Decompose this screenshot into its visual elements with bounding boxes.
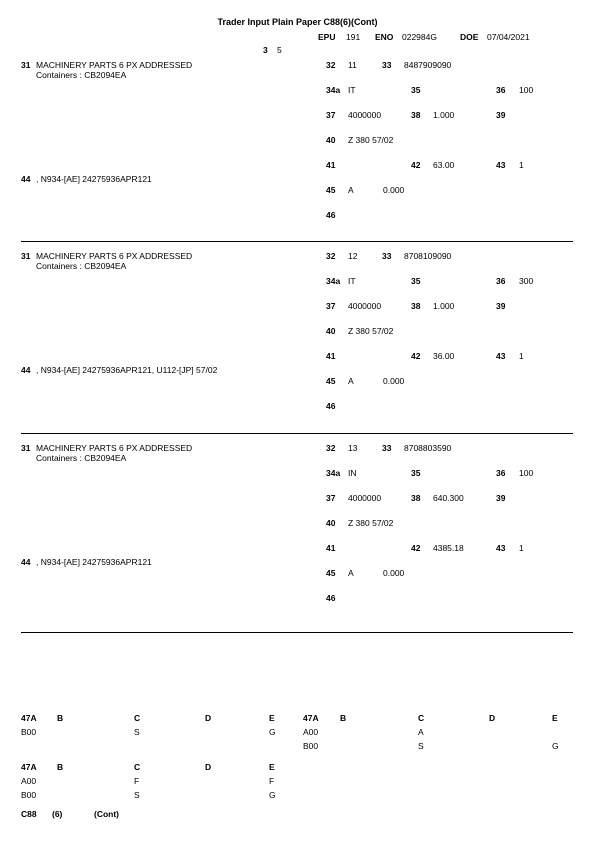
section-divider xyxy=(21,632,573,633)
box44-value: , N934-[AE] 24275936APR121 xyxy=(36,174,152,184)
box47-header-tax-type: 47A xyxy=(303,713,319,723)
box32-label: 32 xyxy=(326,443,336,453)
box34a-label: 34a xyxy=(326,85,341,95)
box47-header-tax-base: B xyxy=(340,713,347,723)
previous-document: Z 380 57/02 xyxy=(348,518,394,528)
box45-label: 45 xyxy=(326,568,336,578)
procedure-code: 4000000 xyxy=(348,301,382,311)
box38-label: 38 xyxy=(411,110,421,120)
footer-cont: (Cont) xyxy=(94,809,120,819)
net-mass: 1.000 xyxy=(433,110,455,120)
box47-cell-tax-type: B00 xyxy=(303,741,319,751)
doe-value: 07/04/2021 xyxy=(487,32,530,42)
item-divider xyxy=(21,241,573,242)
box40-label: 40 xyxy=(326,518,336,528)
box47-cell-tax-type: A00 xyxy=(303,727,319,737)
box34a-label: 34a xyxy=(326,276,341,286)
epu-label: EPU xyxy=(318,32,336,42)
box44-label: 44 xyxy=(21,365,31,375)
containers-text: Containers : CB2094EA xyxy=(36,70,127,80)
box46-label: 46 xyxy=(326,401,336,411)
box32-value: 12 xyxy=(348,251,358,261)
box32-label: 32 xyxy=(326,251,336,261)
box41-label: 41 xyxy=(326,543,336,553)
box31-label: 31 xyxy=(21,443,31,453)
origin-country: IT xyxy=(348,85,356,95)
box47-cell-tax-rate: S xyxy=(134,727,140,737)
box36-value: 300 xyxy=(519,276,534,286)
adjustment-value: 0.000 xyxy=(383,376,405,386)
box43-label: 43 xyxy=(496,351,506,361)
page-value: 5 xyxy=(277,45,282,55)
box47-cell-payment-method: G xyxy=(552,741,559,751)
box47-header-tax-rate: C xyxy=(418,713,425,723)
box44-label: 44 xyxy=(21,557,31,567)
box35-label: 35 xyxy=(411,468,421,478)
box44-value: , N934-[AE] 24275936APR121 xyxy=(36,557,152,567)
procedure-code: 4000000 xyxy=(348,110,382,120)
footer-form: C88 xyxy=(21,809,37,819)
box34a-label: 34a xyxy=(326,468,341,478)
adjustment-code: A xyxy=(348,376,354,386)
goods-description: MACHINERY PARTS 6 PX ADDRESSED xyxy=(36,60,193,70)
box47-cell-tax-rate: A xyxy=(418,727,424,737)
commodity-code: 8487909090 xyxy=(404,60,452,70)
item-price: 63.00 xyxy=(433,160,455,170)
box43-label: 43 xyxy=(496,543,506,553)
box47-header-payment-method: E xyxy=(269,762,275,772)
box36-value: 100 xyxy=(519,85,534,95)
origin-country: IN xyxy=(348,468,357,478)
procedure-code: 4000000 xyxy=(348,493,382,503)
adjustment-code: A xyxy=(348,185,354,195)
valuation-method: 1 xyxy=(519,160,524,170)
box36-label: 36 xyxy=(496,85,506,95)
box47-cell-tax-type: B00 xyxy=(21,790,37,800)
valuation-method: 1 xyxy=(519,351,524,361)
commodity-code: 8708803590 xyxy=(404,443,452,453)
box44-value: , N934-[AE] 24275936APR121, U112-[JP] 57/02 xyxy=(36,365,218,375)
eno-value: 022984G xyxy=(402,32,437,42)
adjustment-value: 0.000 xyxy=(383,185,405,195)
box45-label: 45 xyxy=(326,185,336,195)
box31-label: 31 xyxy=(21,251,31,261)
eno-label: ENO xyxy=(375,32,394,42)
box31-label: 31 xyxy=(21,60,31,70)
box47-header-tax-amount: D xyxy=(205,713,212,723)
box47-cell-tax-type: A00 xyxy=(21,776,37,786)
box33-label: 33 xyxy=(382,443,392,453)
box47-header-tax-rate: C xyxy=(134,762,141,772)
containers-text: Containers : CB2094EA xyxy=(36,453,127,463)
box40-label: 40 xyxy=(326,135,336,145)
box47-header-payment-method: E xyxy=(552,713,558,723)
box42-label: 42 xyxy=(411,351,421,361)
box44-label: 44 xyxy=(21,174,31,184)
adjustment-code: A xyxy=(348,568,354,578)
box37-label: 37 xyxy=(326,493,336,503)
item-price: 4385.18 xyxy=(433,543,464,553)
box42-label: 42 xyxy=(411,160,421,170)
box46-label: 46 xyxy=(326,593,336,603)
box37-label: 37 xyxy=(326,110,336,120)
box38-label: 38 xyxy=(411,493,421,503)
box47-cell-tax-rate: F xyxy=(134,776,140,786)
box47-header-tax-amount: D xyxy=(205,762,212,772)
item-price: 36.00 xyxy=(433,351,455,361)
net-mass: 1.000 xyxy=(433,301,455,311)
page-label: 3 xyxy=(263,45,268,55)
commodity-code: 8708109090 xyxy=(404,251,452,261)
box40-label: 40 xyxy=(326,326,336,336)
box47-cell-tax-rate: S xyxy=(134,790,140,800)
box47-cell-payment-method: G xyxy=(269,727,276,737)
footer-part: (6) xyxy=(52,809,63,819)
box32-value: 13 xyxy=(348,443,358,453)
box47-header-payment-method: E xyxy=(269,713,275,723)
containers-text: Containers : CB2094EA xyxy=(36,261,127,271)
box36-value: 100 xyxy=(519,468,534,478)
goods-description: MACHINERY PARTS 6 PX ADDRESSED xyxy=(36,251,193,261)
doe-label: DOE xyxy=(460,32,479,42)
box39-label: 39 xyxy=(496,493,506,503)
goods-description: MACHINERY PARTS 6 PX ADDRESSED xyxy=(36,443,193,453)
epu-value: 191 xyxy=(346,32,361,42)
box32-label: 32 xyxy=(326,60,336,70)
box47-header-tax-type: 47A xyxy=(21,713,37,723)
box39-label: 39 xyxy=(496,110,506,120)
valuation-method: 1 xyxy=(519,543,524,553)
box45-label: 45 xyxy=(326,376,336,386)
box47-header-tax-type: 47A xyxy=(21,762,37,772)
box39-label: 39 xyxy=(496,301,506,311)
box41-label: 41 xyxy=(326,351,336,361)
box47-header-tax-rate: C xyxy=(134,713,141,723)
previous-document: Z 380 57/02 xyxy=(348,135,394,145)
box32-value: 11 xyxy=(348,60,357,70)
box47-header-tax-base: B xyxy=(57,762,64,772)
box41-label: 41 xyxy=(326,160,336,170)
box37-label: 37 xyxy=(326,301,336,311)
adjustment-value: 0.000 xyxy=(383,568,405,578)
page-title: Trader Input Plain Paper C88(6)(Cont) xyxy=(217,17,378,27)
box47-header-tax-base: B xyxy=(57,713,64,723)
box33-label: 33 xyxy=(382,60,392,70)
box35-label: 35 xyxy=(411,276,421,286)
box47-header-tax-amount: D xyxy=(489,713,496,723)
box33-label: 33 xyxy=(382,251,392,261)
item-divider xyxy=(21,433,573,434)
box38-label: 38 xyxy=(411,301,421,311)
box36-label: 36 xyxy=(496,276,506,286)
box43-label: 43 xyxy=(496,160,506,170)
box36-label: 36 xyxy=(496,468,506,478)
net-mass: 640.300 xyxy=(433,493,464,503)
box47-cell-payment-method: F xyxy=(269,776,275,786)
box35-label: 35 xyxy=(411,85,421,95)
box47-cell-payment-method: G xyxy=(269,790,276,800)
box47-cell-tax-rate: S xyxy=(418,741,424,751)
origin-country: IT xyxy=(348,276,356,286)
previous-document: Z 380 57/02 xyxy=(348,326,394,336)
box46-label: 46 xyxy=(326,210,336,220)
box42-label: 42 xyxy=(411,543,421,553)
box47-cell-tax-type: B00 xyxy=(21,727,37,737)
